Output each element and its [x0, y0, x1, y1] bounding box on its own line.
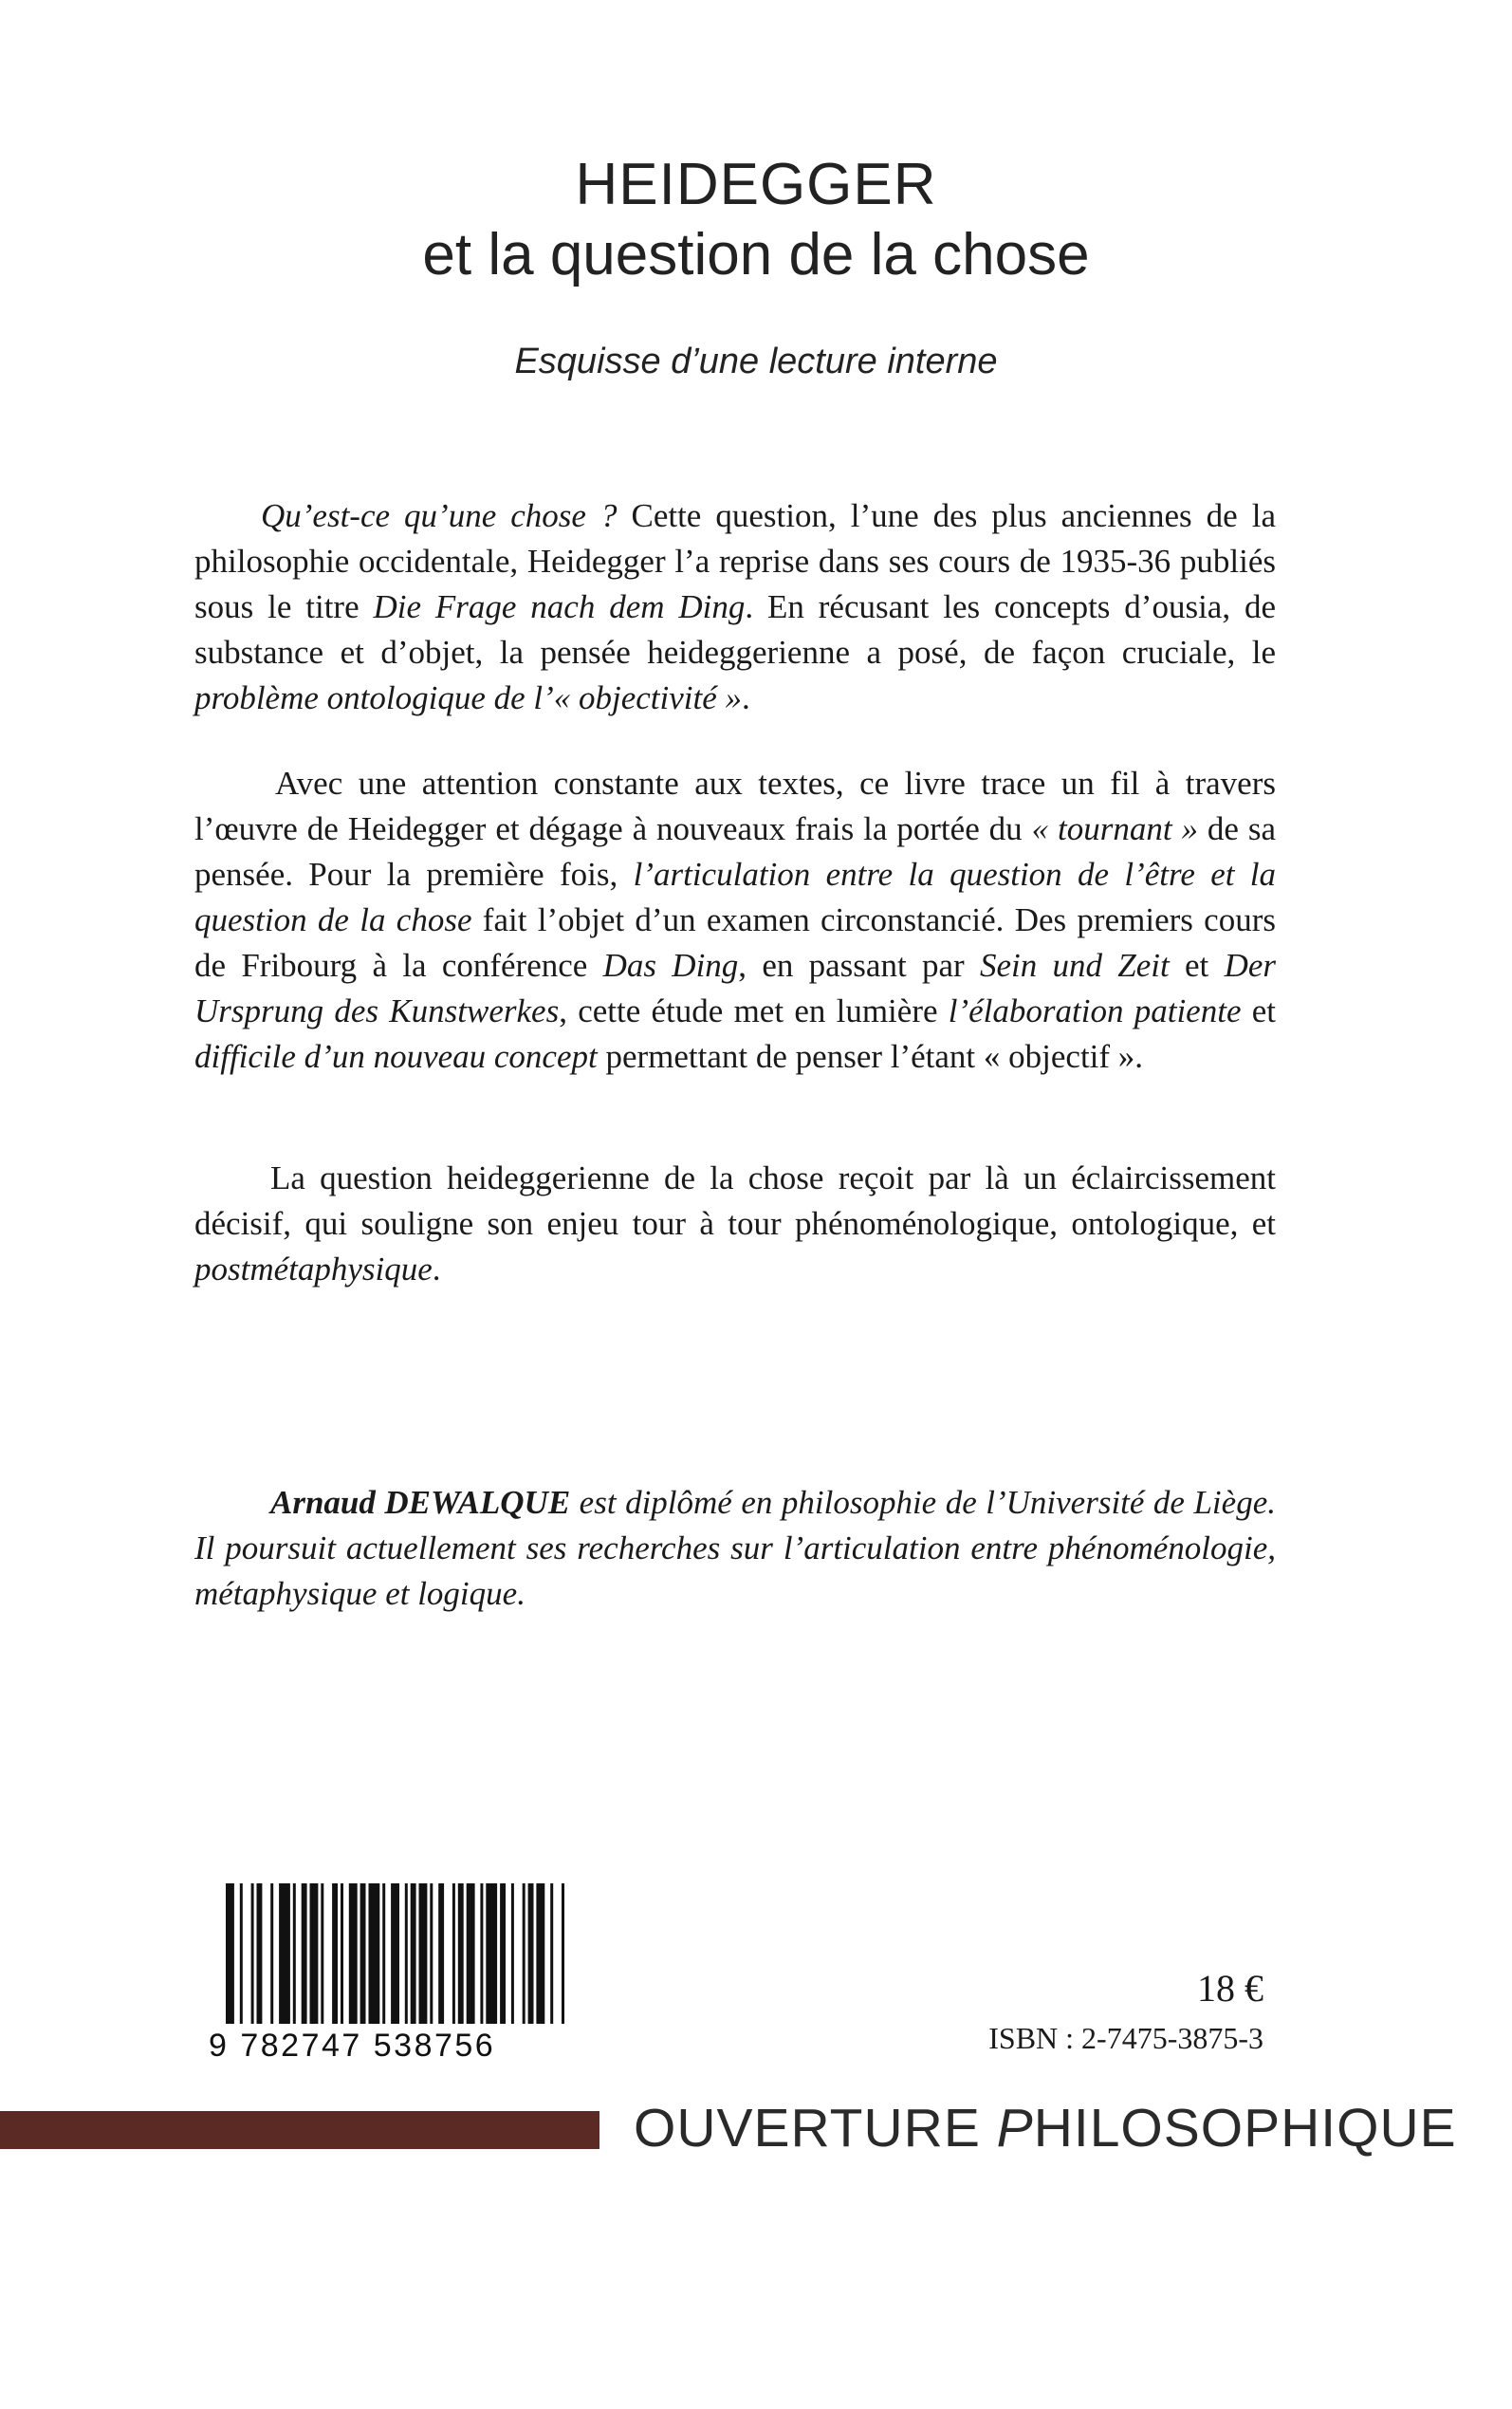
barcode-bar	[382, 1883, 385, 2024]
author-name: Arnaud DEWALQUE	[270, 1484, 571, 1521]
series-name	[634, 2095, 1457, 2161]
text-run: fait l’objet d’un examen circonstancié. Des premiers cours de Fribourg à la conférence	[194, 901, 1276, 984]
series-name-part2: HILOSOPHIQUE	[1033, 2098, 1457, 2159]
text-run: postmétaphysique	[194, 1251, 433, 1288]
barcode-bar	[257, 1883, 263, 2024]
barcode-digits: 9 782747 538756	[209, 2028, 496, 2064]
barcode-bar	[550, 1883, 553, 2024]
text-run: Das Ding	[602, 947, 739, 984]
barcode-bar	[419, 1883, 428, 2024]
author-bio-text: est diplômé en philosophie de l’Université de Liège. Il poursuit actuellement ses recherches sur l’articulation entre phénoménologie, métaphysique et logique.	[194, 1484, 1276, 1612]
barcode-bar	[321, 1883, 323, 2024]
barcode-bar	[562, 1883, 564, 2024]
series-name-initial: P	[996, 2098, 1034, 2159]
blurb-paragraph-1	[194, 493, 1276, 721]
barcode-bar	[293, 1883, 296, 2024]
text-run: l’articulation entre la question de l’être et la question de la chose	[194, 856, 1276, 938]
barcode-bar	[458, 1883, 464, 2024]
text-run: , cette étude met en lumière	[559, 992, 949, 1029]
isbn-barcode	[209, 1883, 581, 2073]
barcode-bar	[226, 1883, 234, 2024]
barcode-bar	[279, 1883, 290, 2024]
barcode-bar	[411, 1883, 416, 2024]
text-run: l’élaboration patiente	[948, 992, 1242, 1029]
barcode-bar	[528, 1883, 534, 2024]
text-run: et	[1169, 947, 1225, 984]
text-run: La question heideggerienne de la chose reçoit par là un éclaircissement décisif, qui souligne son enjeu tour à tour phénoménologique, ontologique, et	[194, 1159, 1276, 1242]
blurb-paragraph-3	[194, 1156, 1276, 1292]
barcode-bar	[332, 1883, 338, 2024]
barcode-bar	[302, 1883, 307, 2024]
isbn-number: ISBN : 2-7475-3875-3	[988, 2021, 1263, 2055]
text-run: Der Ursprung des Kunstwerkes	[194, 947, 1276, 1029]
barcode-bars	[209, 1883, 581, 2047]
text-run: .	[742, 679, 750, 716]
barcode-bar	[523, 1883, 526, 2024]
book-subtitle: Esquisse d’une lecture interne	[514, 342, 998, 381]
barcode-bar	[270, 1883, 273, 2024]
barcode-bar	[536, 1883, 544, 2024]
barcode-bar	[251, 1883, 254, 2024]
series-band	[0, 2111, 599, 2149]
series-name-part1: OUVERTURE	[634, 2098, 997, 2159]
text-run: Qu’est-ce qu’une chose ?	[261, 497, 618, 534]
text-run: Avec une attention constante aux textes, ce livre trace un fil à travers l’œuvre de Heidegger et dégage à nouveaux frais la portée du	[194, 765, 1276, 847]
barcode-bar	[360, 1883, 366, 2024]
text-run: « tournant »	[1031, 810, 1198, 847]
barcode-bar	[341, 1883, 343, 2024]
barcode-bar	[240, 1883, 243, 2024]
author-bio	[194, 1480, 1276, 1617]
text-run: de sa pensée. Pour la première fois,	[194, 810, 1276, 893]
barcode-bar	[467, 1883, 475, 2024]
text-run: Die Frage nach dem Ding	[373, 588, 746, 625]
barcode-bar	[430, 1883, 433, 2024]
barcode-bar	[310, 1883, 319, 2024]
price: 18 €	[1197, 1967, 1263, 2010]
text-run: Sein und Zeit	[979, 947, 1170, 984]
barcode-bar	[369, 1883, 380, 2024]
barcode-bar	[391, 1883, 399, 2024]
text-run: permettant de penser l’étant « objectif ».	[597, 1038, 1144, 1075]
text-run: problème ontologique de l’« objectivité »	[194, 679, 743, 716]
text-run: difficile d’un nouveau concept	[194, 1038, 598, 1075]
barcode-bar	[480, 1883, 483, 2024]
barcode-bar	[500, 1883, 506, 2024]
text-run: .	[432, 1251, 441, 1288]
barcode-bar	[349, 1883, 358, 2024]
barcode-bar	[486, 1883, 497, 2024]
barcode-bar	[452, 1883, 455, 2024]
barcode-bar	[511, 1883, 514, 2024]
barcode-bar	[438, 1883, 444, 2024]
text-run: . En récusant les concepts d’ousia, de substance et d’objet, la pensée heideggerienne a posé, de façon cruciale, le	[194, 588, 1276, 671]
book-title-line2: et la question de la chose	[422, 222, 1090, 287]
blurb-paragraph-2	[194, 761, 1276, 1080]
text-run: Cette question, l’une des plus anciennes de la philosophie occidentale, Heidegger l’a reprise dans ses cours de 1935-36 publiés sous le titre	[194, 497, 1276, 625]
barcode-bar	[405, 1883, 408, 2024]
book-title-line1: HEIDEGGER	[575, 152, 937, 217]
text-run: et	[1241, 992, 1277, 1029]
text-run: , en passant par	[738, 947, 980, 984]
